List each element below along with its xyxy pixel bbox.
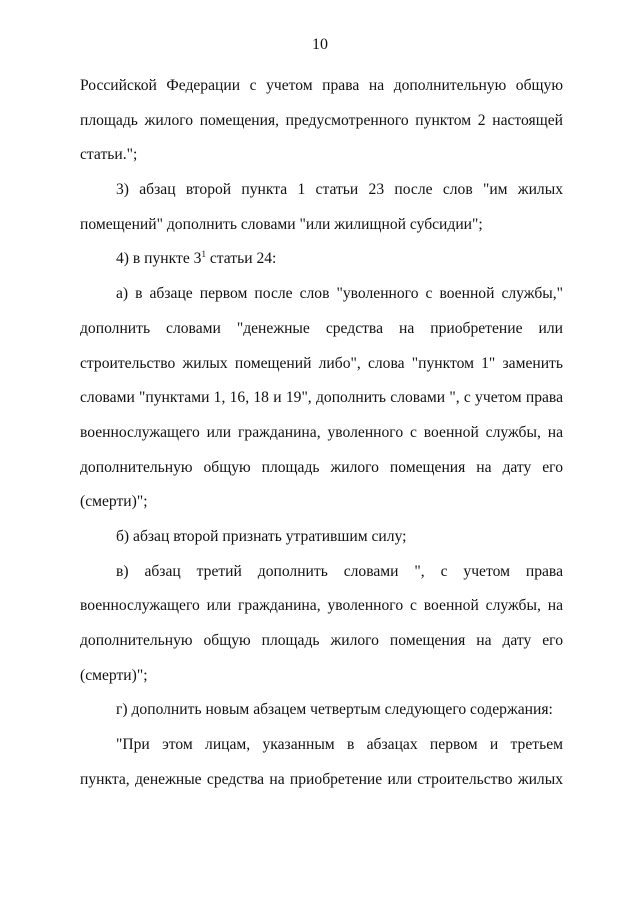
text-line: военнослужащего или гражданина, уволенного с военной службы, на (80, 423, 563, 441)
text-line: помещений" дополнить словами "или жилищной субсидии"; (80, 215, 483, 233)
paragraph-continuation (80, 69, 563, 173)
text-line: (смерти)"; (80, 666, 148, 684)
paragraph-quote (80, 728, 563, 797)
item-4-superscript: 1 (201, 249, 206, 260)
text-line: "При этом лицам, указанным в абзацах первом и третьем (116, 736, 563, 754)
text-line: дополнить словами "денежные средства на приобретение или (80, 319, 563, 337)
text-line: а) в абзаце первом после слов "уволенного с военной службы," (116, 285, 563, 303)
paragraph-subitem-g (80, 693, 563, 728)
text-line: г) дополнить новым абзацем четвертым следующего содержания: (116, 701, 553, 719)
paragraph-subitem-v (80, 555, 563, 694)
text-line: строительство жилых помещений либо", слова "пунктом 1" заменить (80, 354, 563, 372)
text-line: словами "пунктами 1, 16, 18 и 19", дополнить словами ", с учетом права (80, 389, 563, 407)
text-line: пункта, денежные средства на приобретение или строительство жилых (80, 770, 563, 788)
text-line: (смерти)"; (80, 493, 148, 511)
paragraph-item-3 (80, 173, 563, 242)
paragraph-subitem-a (80, 277, 563, 520)
text-line: б) абзац второй признать утратившим силу; (116, 527, 407, 545)
item-4-prefix: 4) в пункте 3 (116, 250, 202, 268)
text-line: Российской Федерации с учетом права на дополнительную общую (80, 77, 563, 94)
text-line: статьи."; (80, 146, 138, 164)
text-line: военнослужащего или гражданина, уволенного с военной службы, на (80, 597, 563, 615)
document-body (80, 69, 563, 797)
text-line: дополнительную общую площадь жилого помещения на дату его (80, 632, 563, 649)
text-line: 3) абзац второй пункта 1 статьи 23 после слов "им жилых (116, 181, 563, 199)
text-line: дополнительную общую площадь жилого помещения на дату его (80, 458, 563, 476)
paragraph-item-4 (80, 242, 563, 277)
item-4-suffix: статьи 24: (205, 250, 277, 268)
text-line: площадь жилого помещения, предусмотренного пунктом 2 настоящей (80, 111, 563, 129)
page-number: 10 (312, 36, 328, 53)
paragraph-subitem-b (80, 520, 563, 555)
text-line (80, 242, 563, 277)
text-line: в) абзац третий дополнить словами ", с учетом права (116, 562, 563, 580)
